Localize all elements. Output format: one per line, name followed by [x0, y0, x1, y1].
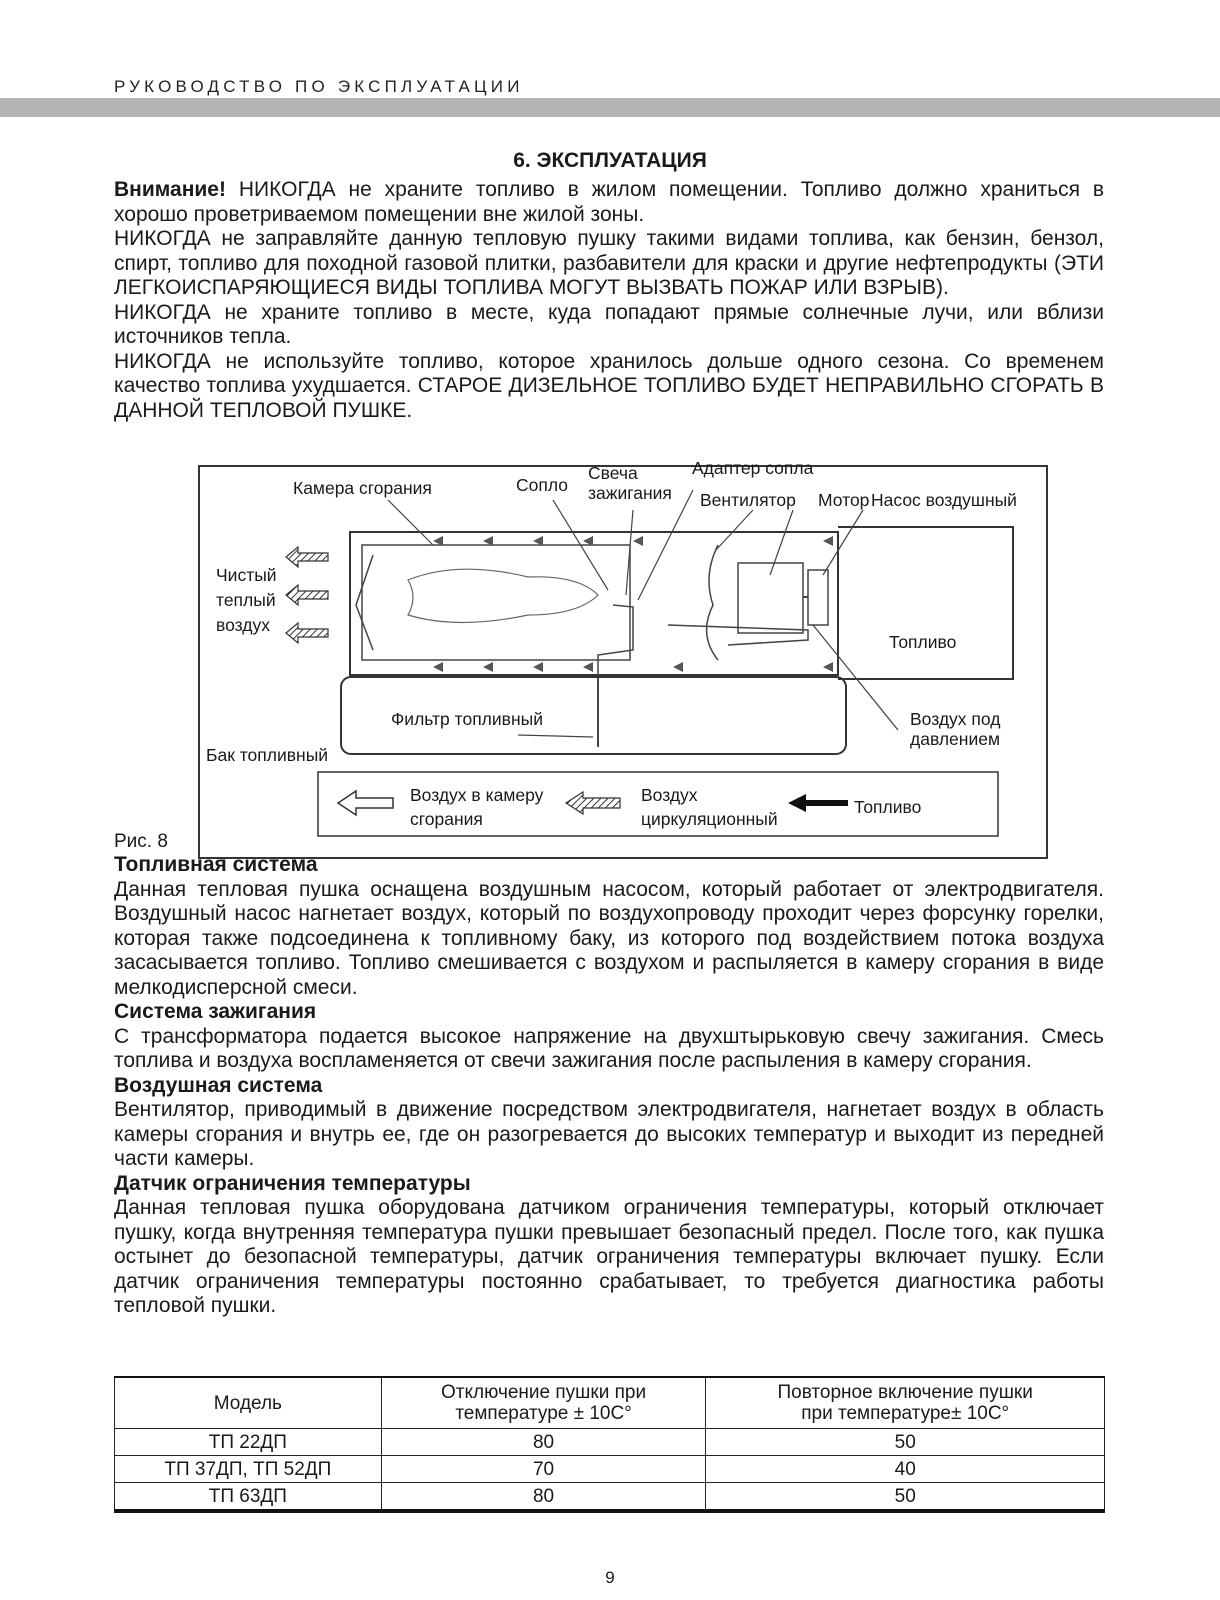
figure-diagram: [198, 458, 1048, 859]
warning-block: [114, 178, 1104, 423]
label-motor: Мотор: [818, 490, 870, 510]
paragraph-2: НИКОГДА не храните топливо в месте, куда попадают прямые солнечные лучи, или вблизи источников тепла.: [114, 300, 1104, 348]
combustion-chamber: [362, 545, 630, 660]
table-cell: 70: [381, 1456, 706, 1483]
table-header-cell: Повторное включение пушки при температуре± 10С°: [706, 1377, 1105, 1429]
table-cell: 50: [706, 1483, 1105, 1512]
table-cell: 50: [706, 1429, 1105, 1456]
figure-caption: Рис. 8: [114, 831, 168, 852]
legend-arrow-fuel: [788, 794, 848, 812]
table-cell: ТП 37ДП, ТП 52ДП: [115, 1456, 382, 1483]
label-filter: Фильтр топливный: [391, 709, 543, 729]
label-fuel: Топливо: [889, 632, 957, 652]
table-row: [115, 1456, 1105, 1483]
table-cell: 80: [381, 1429, 706, 1456]
label-spark: Свеча зажигания: [588, 463, 672, 503]
section-air-text: Вентилятор, приводимый в движение посредством электродвигателя, нагнетает воздух в область камеры сгорания и внутрь ее, где он разогревается до высоких температур и выходит из передней части камеры.: [114, 1098, 1104, 1170]
section-fuel-title: Топливная система: [114, 853, 318, 876]
paragraph-1: НИКОГДА не заправляйте данную тепловую пушку такими видами топлива, как бензин, бензол, спирт, топливо для походной газовой плитки, разбавители для краски и другие нефтепродукты (ЭТИ ЛЕГКОИСПАРЯЮЩИЕСЯ ВИДЫ ТОПЛИВА МОГУТ ВЫЗВАТЬ ПОЖАР ИЛИ ВЗРЫВ).: [114, 227, 1104, 299]
label-nozzle: Сопло: [516, 475, 568, 495]
legend-chamber-air: Воздух в камеру сгорания: [410, 785, 544, 829]
legend-circ-air: Воздух циркуляционный: [641, 785, 778, 829]
warning-paragraph: [114, 178, 1104, 227]
housing-rear: [838, 527, 1013, 679]
table-cell: 40: [706, 1456, 1105, 1483]
paragraph-3: НИКОГДА не используйте топливо, которое хранилось дольше одного сезона. Со временем качество топлива ухудшается. СТАРОЕ ДИЗЕЛЬНОЕ ТОПЛИВО БУДЕТ НЕПРАВИЛЬНО СГОРАТЬ В ДАННОЙ ТЕПЛОВОЙ ПУШКЕ.: [114, 349, 1104, 422]
legend-fuel: Топливо: [854, 797, 922, 817]
label-pressure-air: Воздух под давлением: [910, 709, 1001, 749]
pump-icon: [808, 570, 828, 625]
legend-arrow-chamber-air: [338, 791, 393, 815]
sections-block: [114, 853, 1104, 1319]
section-temp-text: Данная тепловая пушка оборудована датчиком ограничения температуры, который отключает пушку, когда внутренняя температура пушки превышает безопасный предел. После того, как пушка остынет до безопасной температуры, датчик ограничения температуры включает пушку. Если датчик ограничения температуры постоянно срабатывает, то требуется диагностика работы тепловой пушки.: [114, 1196, 1104, 1317]
table-cell: ТП 22ДП: [115, 1429, 382, 1456]
label-clean-air: Чистый теплый воздух: [216, 565, 277, 635]
table-row: [115, 1429, 1105, 1456]
table-header-row: [115, 1377, 1105, 1429]
section-fuel-text: Данная тепловая пушка оснащена воздушным насосом, который работает от электродвигателя. Воздушный насос нагнетает воздух, который по воздухопроводу проходит через форсунку горелки, которая также подсоединена к топливному баку, из которого под воздействием потока воздуха засасывается топливо. Топливо смешивается с воздухом и распыляется в камеру сгорания в виде мелкодисперсной смеси.: [114, 877, 1104, 999]
table-header-cell: Отключение пушки при температуре ± 10С°: [381, 1377, 706, 1429]
section-ignition-title: Система зажигания: [114, 1000, 317, 1023]
section-air-title: Воздушная система: [114, 1073, 323, 1097]
table-header-cell: Модель: [115, 1377, 382, 1429]
housing-front: [350, 532, 838, 675]
warning-label: Внимание!: [114, 178, 226, 201]
table-row: [115, 1483, 1105, 1512]
label-pump: Насос воздушный: [871, 490, 1017, 510]
running-header: РУКОВОДСТВО ПО ЭКСПЛУАТАЦИИ: [114, 77, 524, 96]
section-title: 6. ЭКСПЛУАТАЦИЯ: [513, 149, 707, 172]
table-cell: ТП 63ДП: [115, 1483, 382, 1512]
label-fan: Вентилятор: [700, 490, 796, 510]
label-tank: Бак топливный: [206, 745, 329, 765]
table-cell: 80: [381, 1483, 706, 1512]
section-temp-title: Датчик ограничения температуры: [114, 1171, 471, 1195]
page-number: 9: [605, 1568, 615, 1587]
legend-arrow-circ-air: [566, 792, 620, 814]
flame-icon: [408, 569, 598, 622]
temperature-table: [114, 1376, 1105, 1513]
header-bar: [0, 98, 1220, 117]
fan-icon: [707, 545, 718, 660]
label-chamber: Камера сгорания: [293, 478, 432, 498]
warning-text: НИКОГДА не храните топливо в жилом помещении. Топливо должно храниться в хорошо проветриваемом помещении вне жилой зоны.: [114, 178, 1104, 226]
section-ignition-text: С трансформатора подается высокое напряжение на двухштырьковую свечу зажигания. Смесь топлива и воздуха воспламеняется от свечи зажигания после распыления в камеру сгорания.: [114, 1024, 1104, 1072]
label-adapter: Адаптер сопла: [692, 458, 814, 478]
